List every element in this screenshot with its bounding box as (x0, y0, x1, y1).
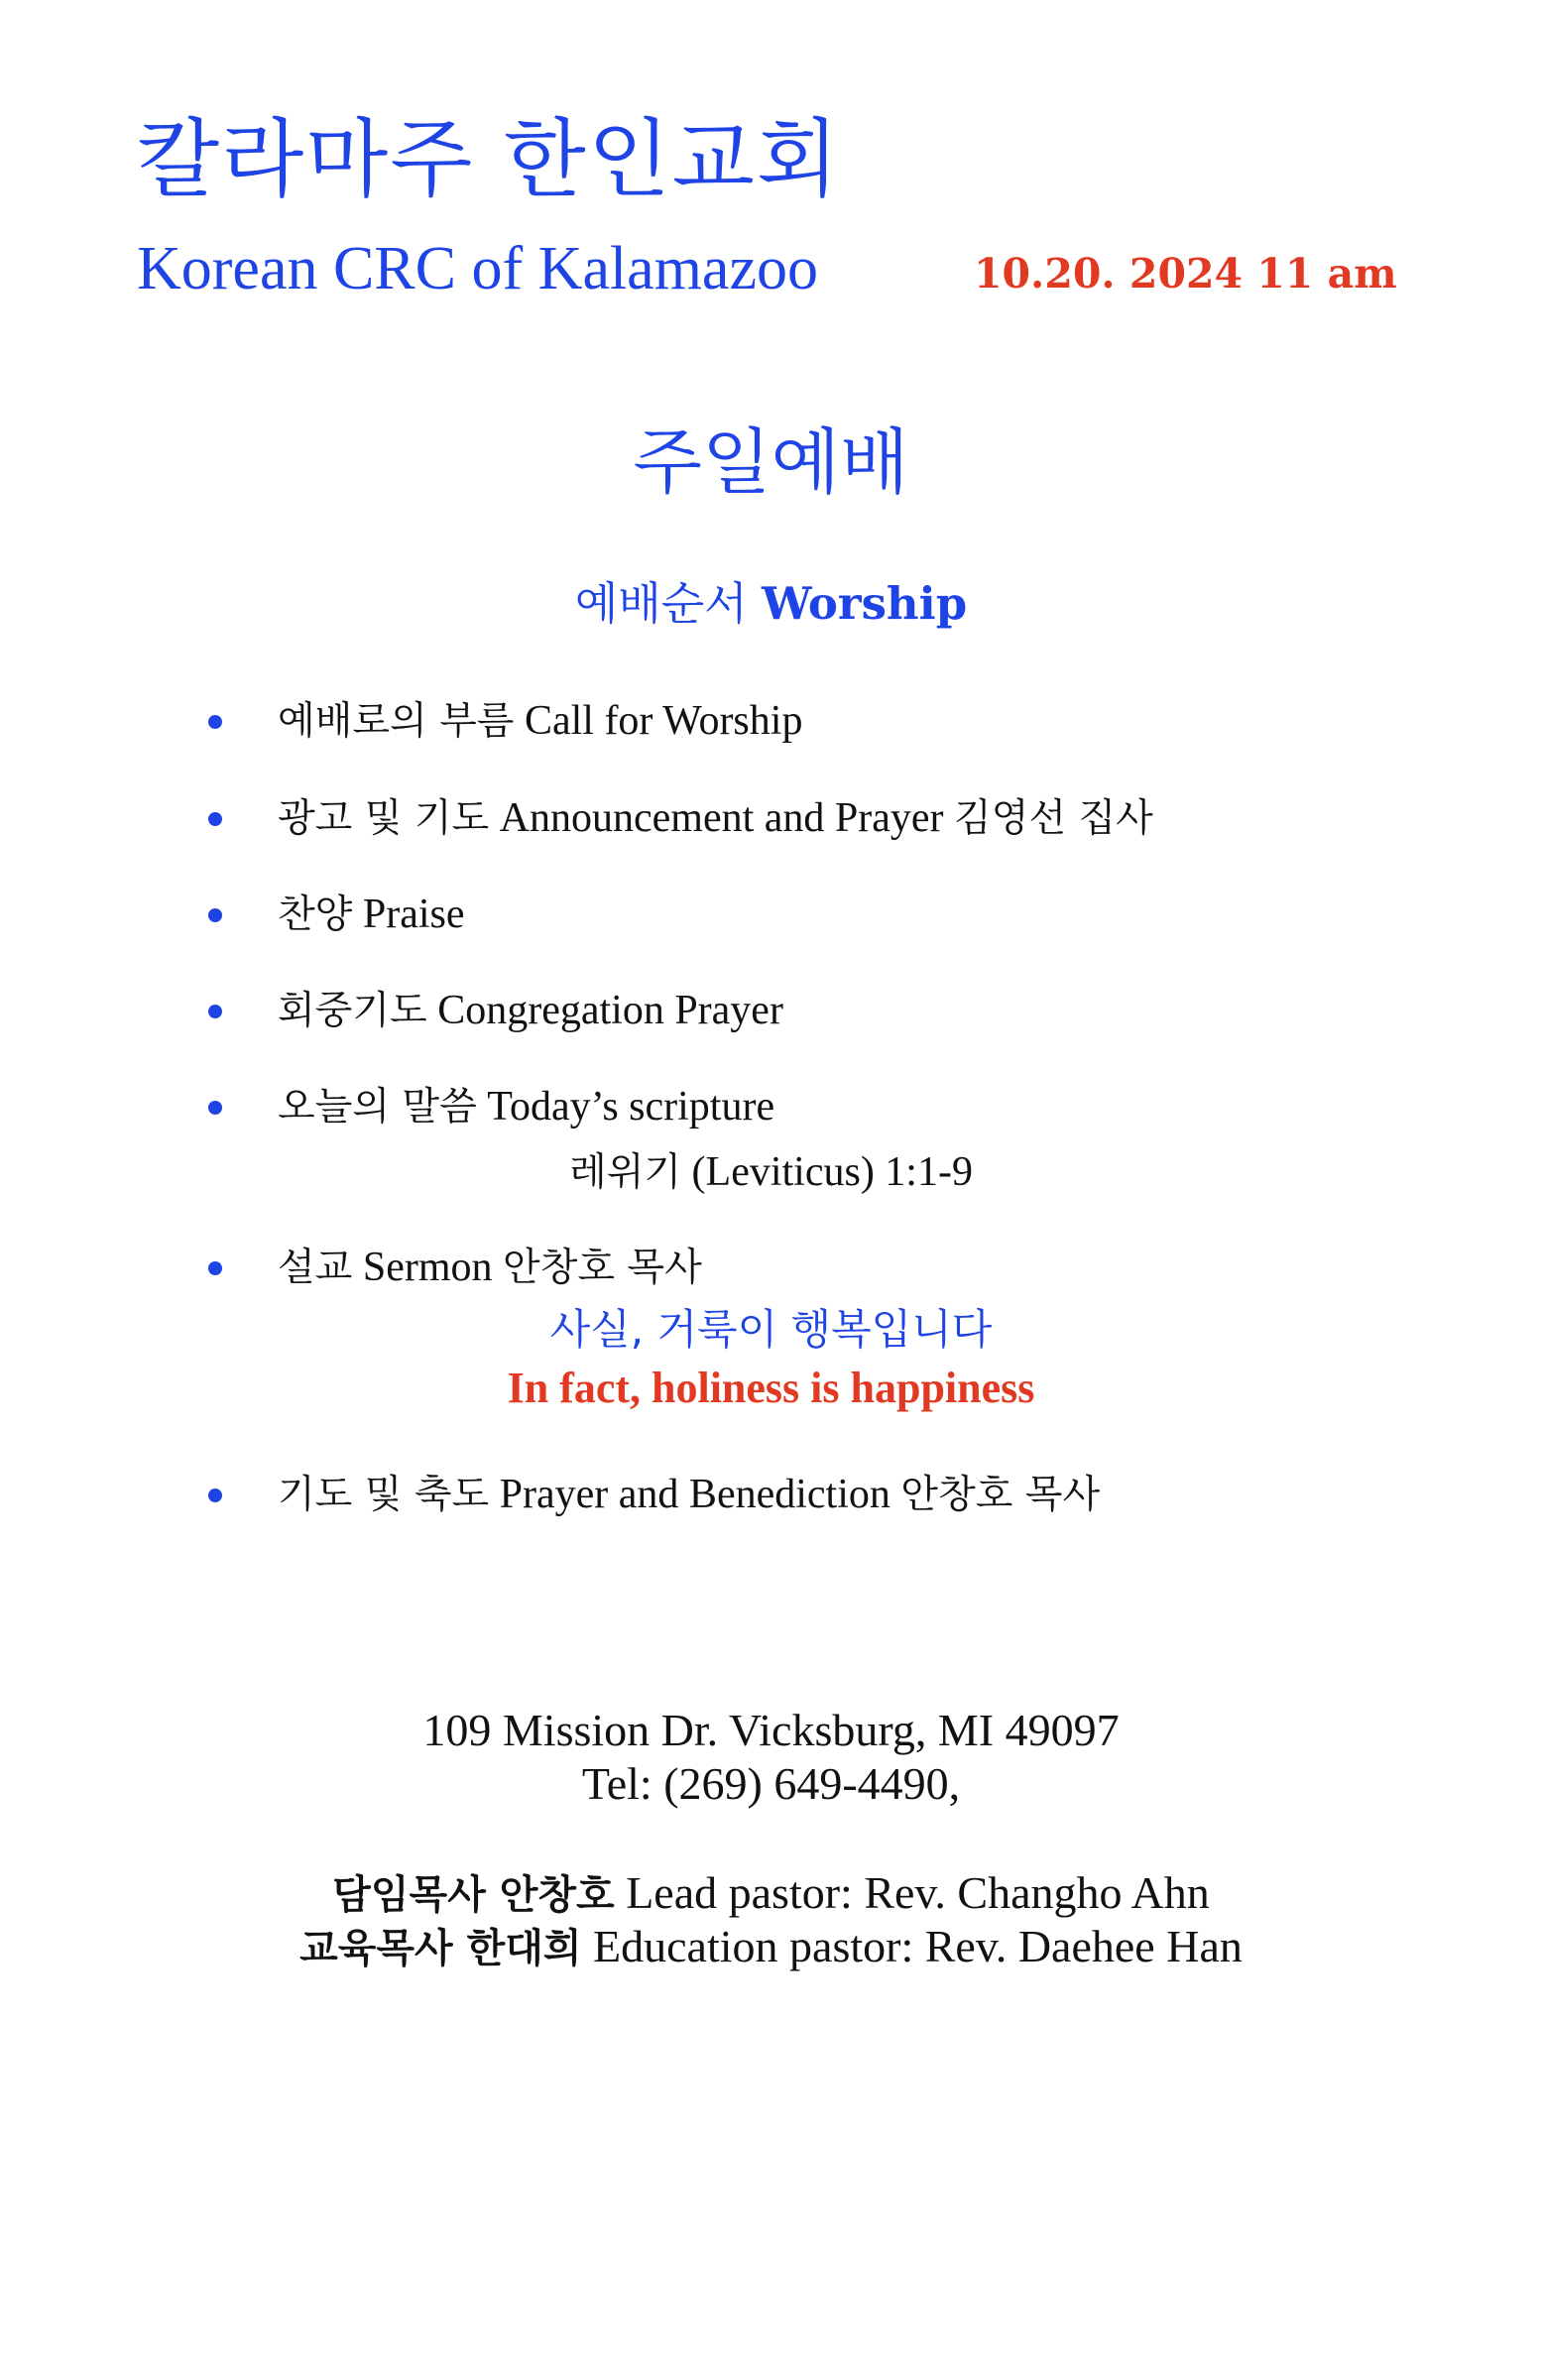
item-english: Announcement and Prayer (499, 795, 944, 841)
item-english: Sermon (362, 1245, 493, 1290)
bullet-icon (208, 1261, 222, 1275)
item-english: Congregation Prayer (437, 988, 783, 1033)
worship-item-congregation-prayer (278, 990, 783, 1031)
item-english: Today’s scripture (487, 1084, 775, 1130)
worship-item-scripture (278, 1086, 774, 1128)
education-pastor-korean: 교육목사 한대희 (299, 1926, 582, 1971)
order-heading-english: Worship (762, 577, 968, 630)
worship-item-call (278, 700, 802, 742)
lead-pastor-english: Lead pastor: Rev. Changho Ahn (626, 1867, 1210, 1918)
item-english: Prayer and Benediction (499, 1472, 890, 1517)
item-korean: 회중기도 (278, 989, 427, 1033)
item-korean: 광고 및 기도 (278, 796, 490, 841)
item-leader: 안창호 목사 (900, 1473, 1101, 1517)
scripture-english: (Leviticus) 1:1-9 (691, 1149, 973, 1195)
bullet-icon (208, 1488, 222, 1502)
worship-item-sermon (278, 1247, 702, 1288)
item-korean: 기도 및 축도 (278, 1473, 490, 1517)
education-pastor (0, 1921, 1542, 1971)
item-english: Praise (362, 892, 465, 937)
sermon-title-korean: 사실, 거룩이 행복입니다 (549, 1305, 993, 1354)
bullet-icon (208, 1005, 222, 1018)
church-phone: Tel: (269) 649-4490, (581, 1758, 961, 1809)
service-date: 10.20. 2024 11 am (974, 250, 1397, 298)
item-leader: 안창호 목사 (503, 1246, 702, 1290)
bullet-icon (208, 812, 222, 826)
education-pastor-english: Education pastor: Rev. Daehee Han (593, 1921, 1243, 1971)
church-name-korean: 칼라마주 한인교회 (137, 110, 841, 209)
service-title: 주일예배 (633, 420, 909, 504)
order-of-worship-heading (0, 577, 1542, 630)
church-name-english: Korean CRC of Kalamazoo (137, 235, 818, 302)
worship-item-benediction (278, 1474, 1100, 1515)
worship-item-announcement (278, 797, 1153, 839)
scripture-korean: 레위기 (569, 1150, 682, 1195)
item-korean: 예배로의 부름 (278, 699, 515, 744)
item-leader: 김영선 집사 (954, 796, 1153, 841)
lead-pastor-korean: 담임목사 안창호 (332, 1872, 615, 1918)
lead-pastor (0, 1867, 1542, 1918)
item-english: Call for Worship (524, 698, 803, 744)
scripture-reference (0, 1151, 1542, 1193)
church-address: 109 Mission Dr. Vicksburg, MI 49097 (422, 1705, 1120, 1755)
item-korean: 찬양 (278, 892, 353, 937)
bullet-icon (208, 1101, 222, 1115)
worship-item-praise (278, 893, 465, 935)
item-korean: 설교 (278, 1246, 353, 1290)
sermon-title-english: In fact, holiness is happiness (507, 1364, 1035, 1412)
order-heading-korean: 예배순서 (574, 577, 748, 630)
item-korean: 오늘의 말씀 (278, 1085, 477, 1130)
bullet-icon (208, 715, 222, 729)
bullet-icon (208, 908, 222, 922)
